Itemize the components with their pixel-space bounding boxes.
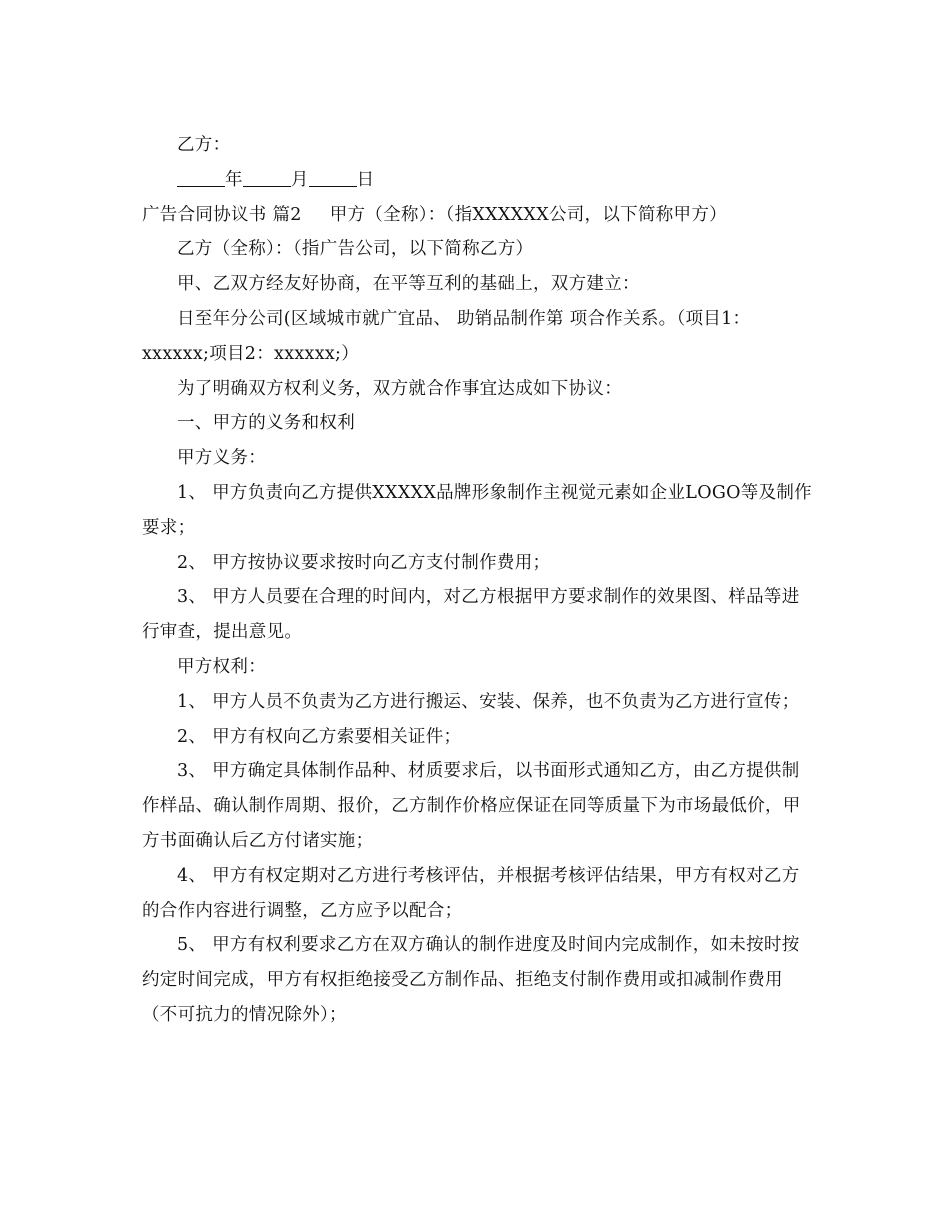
date-month-label: 月 bbox=[290, 169, 309, 190]
year-blank bbox=[177, 168, 225, 187]
project-line-1: 日至年分公司(区域城市就广宜品、 助销品制作第 项合作关系。（项目1： bbox=[177, 308, 751, 329]
party-b-full: 乙方（全称）：（指广告公司，以下简称乙方） bbox=[177, 239, 534, 260]
signature-party-b: 乙方： bbox=[177, 135, 231, 155]
intro-paragraph: 甲、乙双方经友好协商，在平等互利的基础上，双方建立： bbox=[177, 274, 640, 295]
right-item: 2、 甲方有权向乙方索要相关证件； bbox=[177, 726, 462, 747]
document-title: 广告合同协议书 篇2 bbox=[142, 204, 302, 225]
right-item: 4、 甲方有权定期对乙方进行考核评估，并根据考核评估结果，甲方有权对乙方的合作内容进行调整，乙方应予以配合； bbox=[142, 865, 800, 921]
day-blank bbox=[309, 168, 357, 187]
month-blank bbox=[243, 168, 291, 187]
title-line bbox=[142, 198, 817, 233]
date-year-label: 年 bbox=[225, 169, 243, 190]
obligations-heading: 甲方义务： bbox=[177, 448, 266, 469]
section-heading-1: 一、甲方的义务和权利 bbox=[177, 413, 355, 434]
right-item: 1、 甲方人员不负责为乙方进行搬运、安装、保养，也不负责为乙方进行宣传； bbox=[177, 691, 800, 712]
obligation-item: 1、 甲方负责向乙方提供XXXXX品牌形象制作主视觉元素如企业LOGO等及制作要求； bbox=[142, 482, 812, 538]
signature-date-line bbox=[142, 163, 817, 198]
rights-heading: 甲方权利： bbox=[177, 656, 266, 677]
obligation-item: 2、 甲方按协议要求按时向乙方支付制作费用； bbox=[177, 552, 551, 573]
document-body bbox=[142, 128, 817, 1033]
purpose-paragraph: 为了明确双方权利义务，双方就合作事宜达成如下协议： bbox=[177, 378, 622, 399]
date-day-label: 日 bbox=[356, 169, 375, 190]
right-item: 5、 甲方有权利要求乙方在双方确认的制作进度及时间内完成制作，如未按时按约定时间完成，甲方有权拒绝接受乙方制作品、拒绝支付制作费用或扣减制作费用（不可抗力的情况除外）； bbox=[142, 935, 800, 1025]
obligation-item: 3、 甲方人员要在合理的时间内，对乙方根据甲方要求制作的效果图、样品等进行审查，提出意见。 bbox=[142, 587, 800, 643]
project-line-2: xxxxxx;项目2：xxxxxx;） bbox=[142, 343, 360, 364]
right-item: 3、 甲方确定具体制作品种、材质要求后，以书面形式通知乙方，由乙方提供制作样品、确认制作周期、报价，乙方制作价格应保证在同等质量下为市场最低价，甲方书面确认后乙方付诸实施； bbox=[142, 761, 801, 851]
party-a-full: 甲方（全称）：（指XXXXXX公司，以下简称甲方） bbox=[329, 204, 727, 225]
